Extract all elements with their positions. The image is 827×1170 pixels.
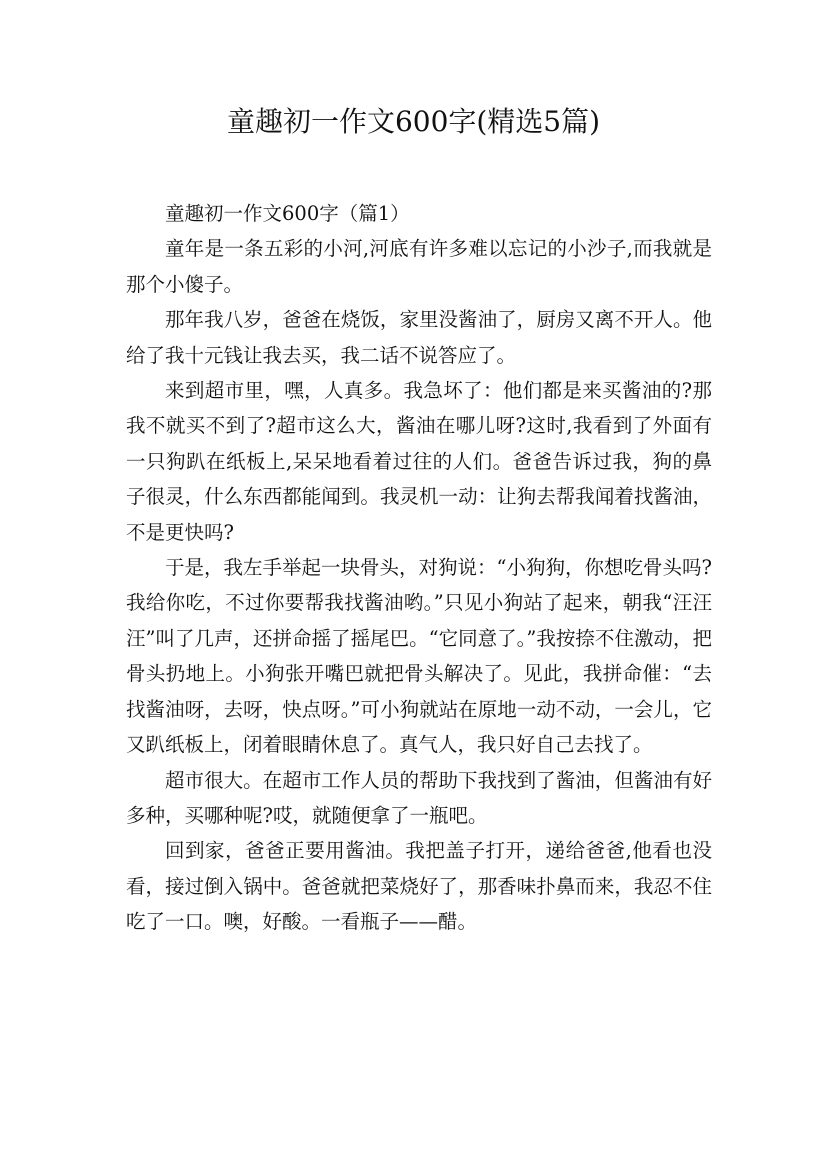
paragraph: 童年是一条五彩的小河,河底有许多难以忘记的小沙子,而我就是那个小傻子。: [126, 237, 712, 296]
section-heading: 童趣初一作文600字（篇1）: [165, 202, 410, 225]
paragraph: 于是，我左手举起一块骨头，对狗说：“小狗狗，你想吃骨头吗?我给你吃，不过你要帮我找酱油哟。”只见小狗站了起来，朝我“汪汪汪”叫了几声，还拼命摇了摇尾巴。“它同意了。”我按捺不住激动，把骨头扔地上。小狗张开嘴巴就把骨头解决了。见此，我拼命催：“去找酱油呀，去呀，快点呀。”可小狗就站在原地一动不动，一会儿，它又趴纸板上，闭着眼睛休息了。真气人，我只好自己去找了。: [126, 556, 712, 757]
article-body: [126, 196, 712, 940]
document-title: 童趣初一作文600字(精选5篇): [226, 105, 601, 138]
paragraph: 来到超市里，嘿，人真多。我急坏了：他们都是来买酱油的?那我不就买不到了?超市这么大，酱油在哪儿呀?这时,我看到了外面有一只狗趴在纸板上,呆呆地看着过往的人们。爸爸告诉过我，狗的鼻子很灵，什么东西都能闻到。我灵机一动：让狗去帮我闻着找酱油，不是更快吗?: [126, 379, 712, 544]
paragraph: 超市很大。在超市工作人员的帮助下我找到了酱油，但酱油有好多种，买哪种呢?哎，就随便拿了一瓶吧。: [126, 768, 712, 827]
paragraph: 回到家，爸爸正要用酱油。我把盖子打开，递给爸爸,他看也没看，接过倒入锅中。爸爸就把菜烧好了，那香味扑鼻而来，我忍不住吃了一口。噢，好酸。一看瓶子——醋。: [126, 839, 712, 934]
paragraph: 那年我八岁，爸爸在烧饭，家里没酱油了，厨房又离不开人。他给了我十元钱让我去买，我二话不说答应了。: [126, 308, 712, 367]
